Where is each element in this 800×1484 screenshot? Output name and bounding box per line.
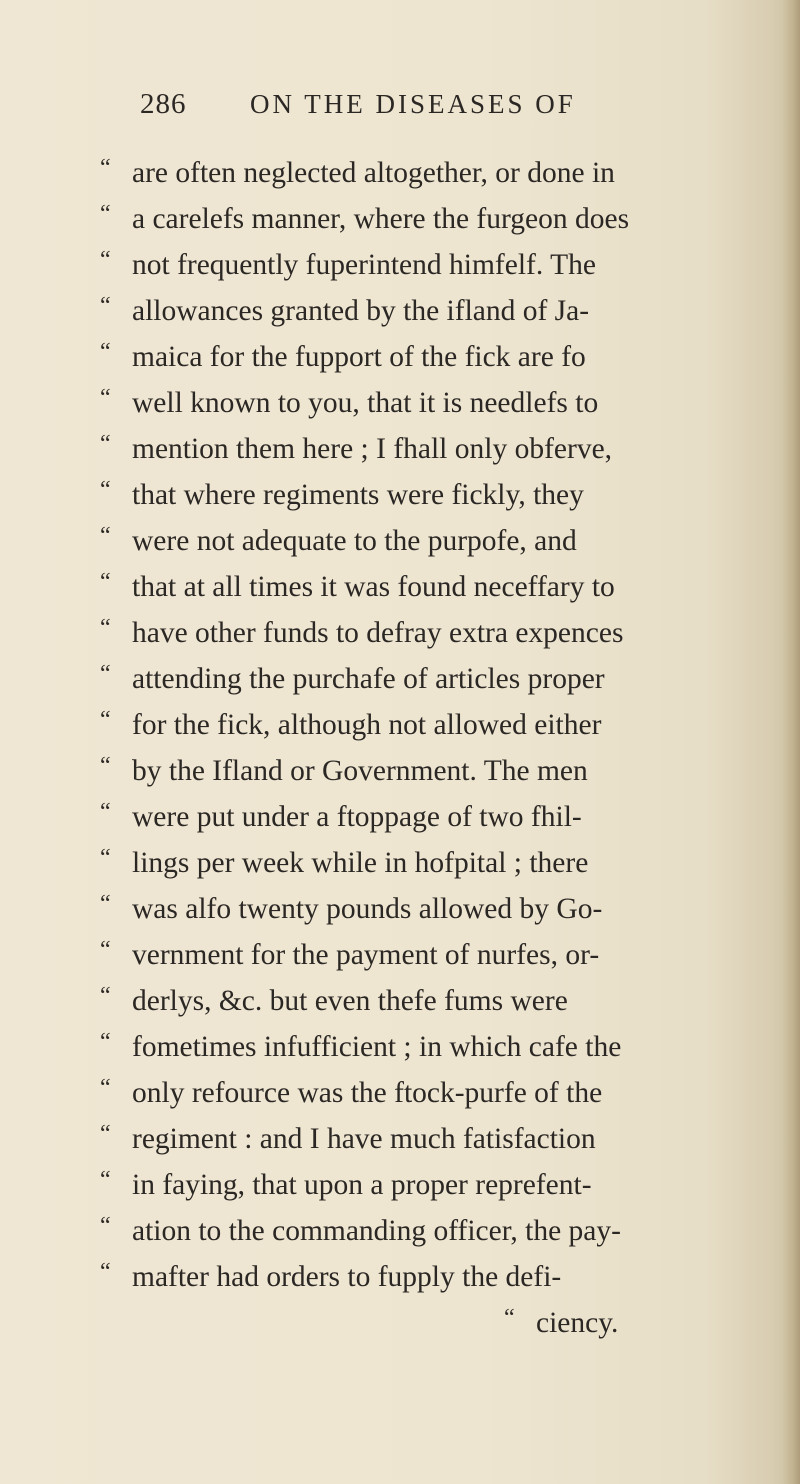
text-line: [100, 334, 586, 380]
line-text: ciency.: [536, 1307, 619, 1339]
quote-mark: “: [100, 155, 111, 181]
text-line: [100, 518, 577, 564]
quote-mark: “: [100, 1213, 111, 1239]
line-text: maica for the fupport of the fick are fo: [132, 341, 586, 373]
quote-mark: “: [100, 1029, 111, 1055]
page-edge-shadow: [782, 0, 800, 1484]
line-text: was alfo twenty pounds allowed by Go-: [132, 893, 603, 925]
quote-mark: “: [100, 891, 111, 917]
text-line: [100, 886, 602, 932]
running-head: [140, 88, 660, 128]
quote-mark: “: [100, 523, 111, 549]
text-line: [100, 150, 615, 196]
line-text: regiment : and I have much fatisfaction: [132, 1123, 596, 1155]
text-line: [100, 702, 601, 748]
quote-mark: “: [100, 937, 111, 963]
quote-mark: “: [100, 983, 111, 1009]
text-line: [100, 1116, 596, 1162]
quote-mark: “: [100, 1259, 111, 1285]
text-line: [100, 196, 629, 242]
quote-mark: “: [100, 1167, 111, 1193]
line-text: were not adequate to the purpofe, and: [132, 525, 577, 557]
line-text: fometimes infufficient ; in which cafe the: [132, 1031, 622, 1063]
quote-mark: “: [100, 431, 111, 457]
text-line: [100, 840, 588, 886]
quote-mark: “: [100, 1075, 111, 1101]
quote-mark: “: [100, 569, 111, 595]
text-line: [100, 426, 612, 472]
quote-mark: “: [100, 753, 111, 779]
line-text: are often neglected altogether, or done in: [132, 157, 615, 189]
quote-mark: “: [100, 707, 111, 733]
line-text: mafter had orders to fupply the defi-: [132, 1261, 562, 1293]
line-text: attending the purchafe of articles proper: [132, 663, 605, 695]
text-line: [100, 564, 615, 610]
text-line: [100, 610, 623, 656]
quote-mark: “: [100, 477, 111, 503]
line-text: a carelefs manner, where the furgeon does: [132, 203, 630, 235]
line-text: that where regiments were fickly, they: [132, 479, 584, 511]
line-text: well known to you, that it is needlefs to: [132, 387, 599, 419]
line-text: mention them here ; I fhall only obferve,: [132, 433, 613, 465]
line-text: in faying, that upon a proper reprefent-: [132, 1169, 592, 1201]
line-text: vernment for the payment of nurfes, or-: [132, 939, 600, 971]
quote-mark: “: [100, 799, 111, 825]
line-text: derlys, &c. but even thefe fums were: [132, 985, 568, 1017]
quote-mark: “: [100, 339, 111, 365]
text-line: [100, 380, 598, 426]
line-text: were put under a ftoppage of two fhil-: [132, 801, 582, 833]
text-line: [100, 1024, 621, 1070]
quote-mark: “: [100, 615, 111, 641]
page-number: 286: [140, 88, 187, 120]
line-text: allowances granted by the ifland of Ja-: [132, 295, 590, 327]
line-text: only refource was the ftock-purfe of the: [132, 1077, 603, 1109]
line-text: that at all times it was found neceffary to: [132, 571, 615, 603]
text-line: [100, 472, 584, 518]
running-title: ON THE DISEASES OF: [250, 89, 576, 119]
quote-mark: “: [100, 293, 111, 319]
line-text: have other funds to defray extra expences: [132, 617, 624, 649]
text-line: [100, 656, 605, 702]
quote-mark: “: [100, 385, 111, 411]
text-line-final: [504, 1300, 618, 1346]
line-text: by the Ifland or Government. The men: [132, 755, 588, 787]
line-text: ation to the commanding officer, the pay-: [132, 1215, 621, 1247]
text-line: [100, 932, 599, 978]
quote-mark: “: [100, 1121, 111, 1147]
quote-mark: “: [100, 247, 111, 273]
line-text: lings per week while in hofpital ; there: [132, 847, 589, 879]
text-line: [100, 794, 582, 840]
text-line: [100, 242, 596, 288]
line-text: for the fick, although not allowed either: [132, 709, 602, 741]
text-line: [100, 1162, 592, 1208]
text-line: [100, 288, 589, 334]
quote-mark: “: [100, 845, 111, 871]
text-line: [100, 1070, 602, 1116]
text-line: [100, 1254, 561, 1300]
line-text: not frequently fuperintend himfelf. The: [132, 249, 596, 281]
quote-mark: “: [100, 661, 111, 687]
quote-mark: “: [100, 201, 111, 227]
quote-mark: “: [504, 1305, 515, 1331]
text-line: [100, 978, 568, 1024]
text-line: [100, 748, 588, 794]
text-line: [100, 1208, 621, 1254]
